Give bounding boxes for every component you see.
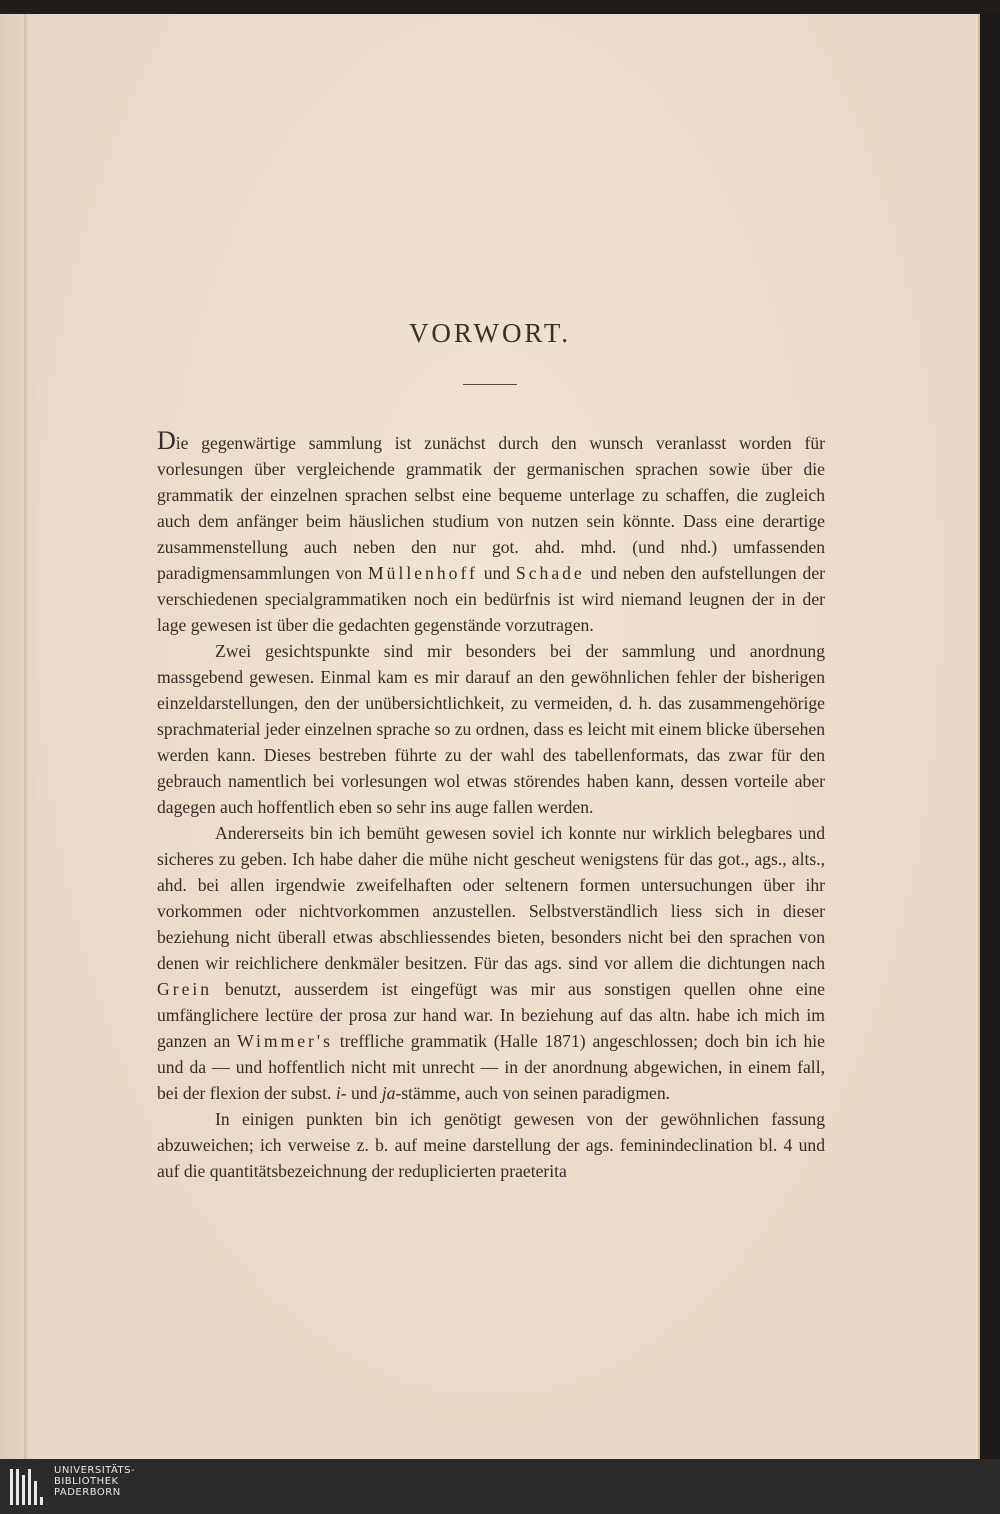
- paragraph-1-part-2: und: [477, 563, 516, 583]
- author-name-muellenhoff: Müllenhoff: [368, 563, 478, 583]
- preface-text: [157, 426, 825, 1184]
- drop-cap: D: [157, 426, 176, 455]
- paragraph-3: [157, 820, 825, 1106]
- paragraph-2: Zwei gesichtspunkte sind mir besonders bei der sammlung und anordnung massgebend gewesen. Einmal kam es mir darauf an den gewöhnlichen fehler der bisherigen einzeldarstellungen, den der unübersichtlichkeit, zu vermeiden, d. h. das zusammengehörige sprachmaterial jeder einzelnen sprache so zu ordnen, dass es leicht mit einem blicke übersehen werden kann. Dieses bestreben führte zu der wahl des tabellenformats, das zwar für den gebrauch namentlich bei vorlesungen wol etwas störendes haben kann, dessen vorteile aber dagegen auch hoffentlich eben so sehr ins auge fallen werden.: [157, 641, 825, 817]
- author-name-grein: Grein: [157, 979, 213, 999]
- paragraph-3-part-5: -stämme, auch von seinen paradigmen.: [395, 1083, 671, 1103]
- library-name-line-1: UNIVERSITÄTS-: [54, 1465, 136, 1476]
- paragraph-1-part-1: ie gegenwärtige sammlung ist zunächst durch den wunsch veranlasst worden für vorlesungen über vergleichende grammatik der germanischen sprachen sowie über die grammatik der einzelnen sprachen selbst eine bequeme unterlage zu schaffen, die zugleich auch dem anfänger beim häuslichen studium von nutzen sein könnte. Dass eine derartige zusammenstellung auch neben den nur got. ahd. mhd. (und nhd.) umfassenden paradigmensammlungen von: [157, 433, 825, 583]
- library-name: [54, 1465, 135, 1498]
- scan-border-top: [0, 0, 1000, 14]
- library-footer-bar: [0, 1459, 1000, 1514]
- paragraph-3-part-4: und: [346, 1083, 382, 1103]
- paragraph-3-part-3: treffliche grammatik (Halle 1871) angeschlossen; doch bin ich hie und da — und hoffentlich nicht mit unrecht — in der anordnung abgewichen, in einem fall, bei der flexion der subst.: [157, 1031, 825, 1103]
- title-divider: [463, 384, 517, 385]
- page-title: VORWORT.: [408, 318, 572, 348]
- library-logo-icon: [8, 1467, 48, 1507]
- author-name-schade: Schade: [515, 563, 585, 583]
- paragraph-1: [157, 426, 825, 638]
- page-fold-shadow: [24, 14, 28, 1459]
- paragraph-3-part-2: benutzt, ausserdem ist eingefügt was mir aus sonstigen quellen ohne eine umfänglichere lectüre der prosa zur hand war. In beziehung auf das altn. habe ich mich im ganzen an: [157, 979, 825, 1051]
- italic-ja-stem: ja: [381, 1083, 396, 1103]
- paragraph-4: In einigen punkten bin ich genötigt gewesen von der gewöhnlichen fassung abzuweichen; ich verweise z. b. auf meine darstellung der ags. feminindeclination bl. 4 und auf die quantitätsbezeichnung der reduplicierten praeterita: [157, 1109, 825, 1181]
- scan-border-right: [980, 14, 1000, 1459]
- author-name-wimmer: Wimmer's: [237, 1031, 333, 1051]
- italic-i-stem: i-: [335, 1083, 347, 1103]
- paragraph-1-part-3: und neben den aufstellungen der verschiedenen specialgrammatiken noch ein bedürfnis ist wird niemand leugnen der in der lage gewesen ist über die gedachten gegenstände vorzutragen.: [157, 563, 825, 635]
- paragraph-3-part-1: Andererseits bin ich bemüht gewesen soviel ich konnte nur wirklich belegbares und sicheres zu geben. Ich habe daher die mühe nicht gescheut wenigstens für das got., ags., alts., ahd. bei allen irgendwie zweifelhaften oder seltenern formen untersuchungen über ihr vorkommen oder nichtvorkommen anzustellen. Selbstverständlich liess sich in dieser beziehung nicht überall etwas abschliessendes bieten, besonders nicht bei den sprachen von denen wir reichlichere denkmäler besitzen. Für das ags. sind vor allem die dichtungen nach: [157, 823, 825, 973]
- library-name-line-2: BIBLIOTHEK: [54, 1476, 119, 1487]
- library-name-line-3: PADERBORN: [54, 1487, 121, 1498]
